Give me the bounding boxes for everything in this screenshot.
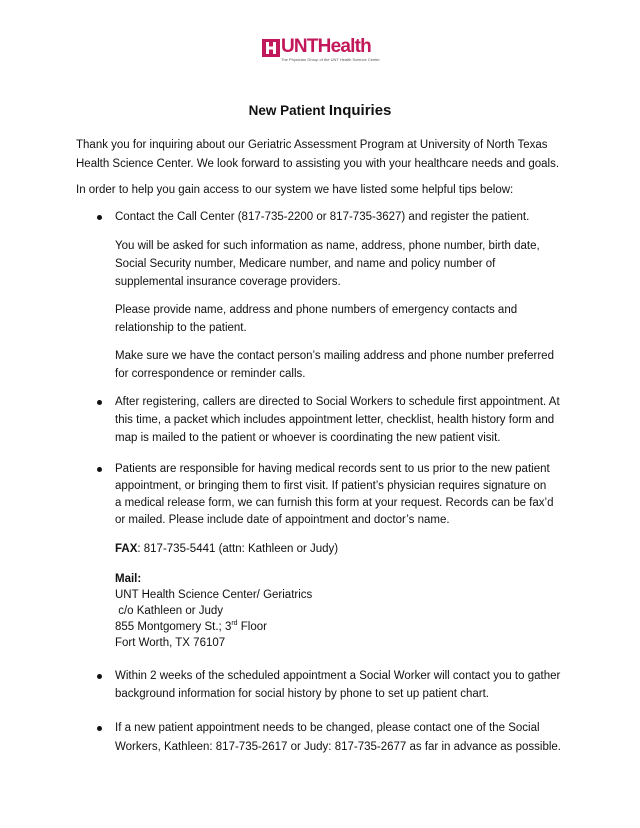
intro-line-1: Thank you for inquiring about our Geriatric Assessment Program at University of North Texas [76,139,548,151]
bullet1-sub2-line: relationship to the patient. [115,322,247,334]
bullet2-line: this time, a packet which includes appointment letter, checklist, health history form and [115,414,555,426]
bullet2-line: map is mailed to the patient or whoever is coordinating the new patient visit. [115,432,501,444]
mail-line-4: Fort Worth, TX 76107 [115,637,226,649]
bullet4-line: background information for social history by phone to set up patient chart. [115,688,489,700]
bullet1-sub3-line: Make sure we have the contact person’s mailing address and phone number preferred [115,350,554,362]
tips-intro: In order to help you gain access to our system we have listed some helpful tips below: [76,184,514,196]
bullet1-main: Contact the Call Center (817-735-2200 or 817-735-3627) and register the patient. [115,211,530,223]
fax-line [115,540,338,559]
bullet3-line: a medical release form, we can furnish this form at your request. Records can be fax’d [115,497,554,509]
bullet3-line: appointment, or bringing them to first visit. If patient’s physician requires signature on [115,480,547,492]
bullet-dot [97,674,102,679]
fax-label: FAX [115,543,138,555]
bullet4-line: Within 2 weeks of the scheduled appointment a Social Worker will contact you to gather [115,670,561,682]
mail-line-1: UNT Health Science Center/ Geriatrics [115,589,313,601]
page-title [0,102,640,119]
bullet2-line: After registering, callers are directed to Social Workers to schedule first appointment. At [115,396,560,408]
bullet1-sub1-line: Social Security number, Medicare number, and name and policy number of [115,258,496,270]
bullet-dot [97,726,102,731]
bullet5-line: Workers, Kathleen: 817-735-2617 or Judy: 817-735-2677 as far in advance as possible. [115,741,562,753]
logo-tagline: The Physician Group of the UNT Health Science Center [281,57,380,62]
bullet3-line: or mailed. Please include date of appointment and doctor’s name. [115,514,450,526]
bullet-dot [97,400,102,405]
bullet5-line: If a new patient appointment needs to be changed, please contact one of the Social [115,722,540,734]
bullet3-line: Patients are responsible for having medical records sent to us prior to the new patient [115,463,550,475]
bullet-dot [97,467,102,472]
bullet1-sub1-line: You will be asked for such information as name, address, phone number, birth date, [115,240,540,252]
logo-wordmark: UNTHealth [281,36,371,57]
title-part1: New Patient [248,103,329,118]
unt-logo-icon [262,39,280,57]
fax-value: : 817-735-5441 (attn: Kathleen or Judy) [137,543,339,555]
mail-label: Mail: [115,573,142,585]
intro-line-2: Health Science Center. We look forward to assisting you with your healthcare needs and goals. [76,158,560,170]
bullet1-sub3-line: for correspondence or reminder calls. [115,368,306,380]
bullet-dot [97,215,102,220]
mail-line-3: 855 Montgomery St.; 3rd Floor [115,620,267,633]
bullet1-sub1-line: supplemental insurance coverage providers. [115,276,341,288]
mail-line-2: c/o Kathleen or Judy [115,605,224,617]
title-part2: Inquiries [328,102,392,119]
bullet1-sub2-line: Please provide name, address and phone numbers of emergency contacts and [115,304,518,316]
unt-health-logo [262,38,382,64]
